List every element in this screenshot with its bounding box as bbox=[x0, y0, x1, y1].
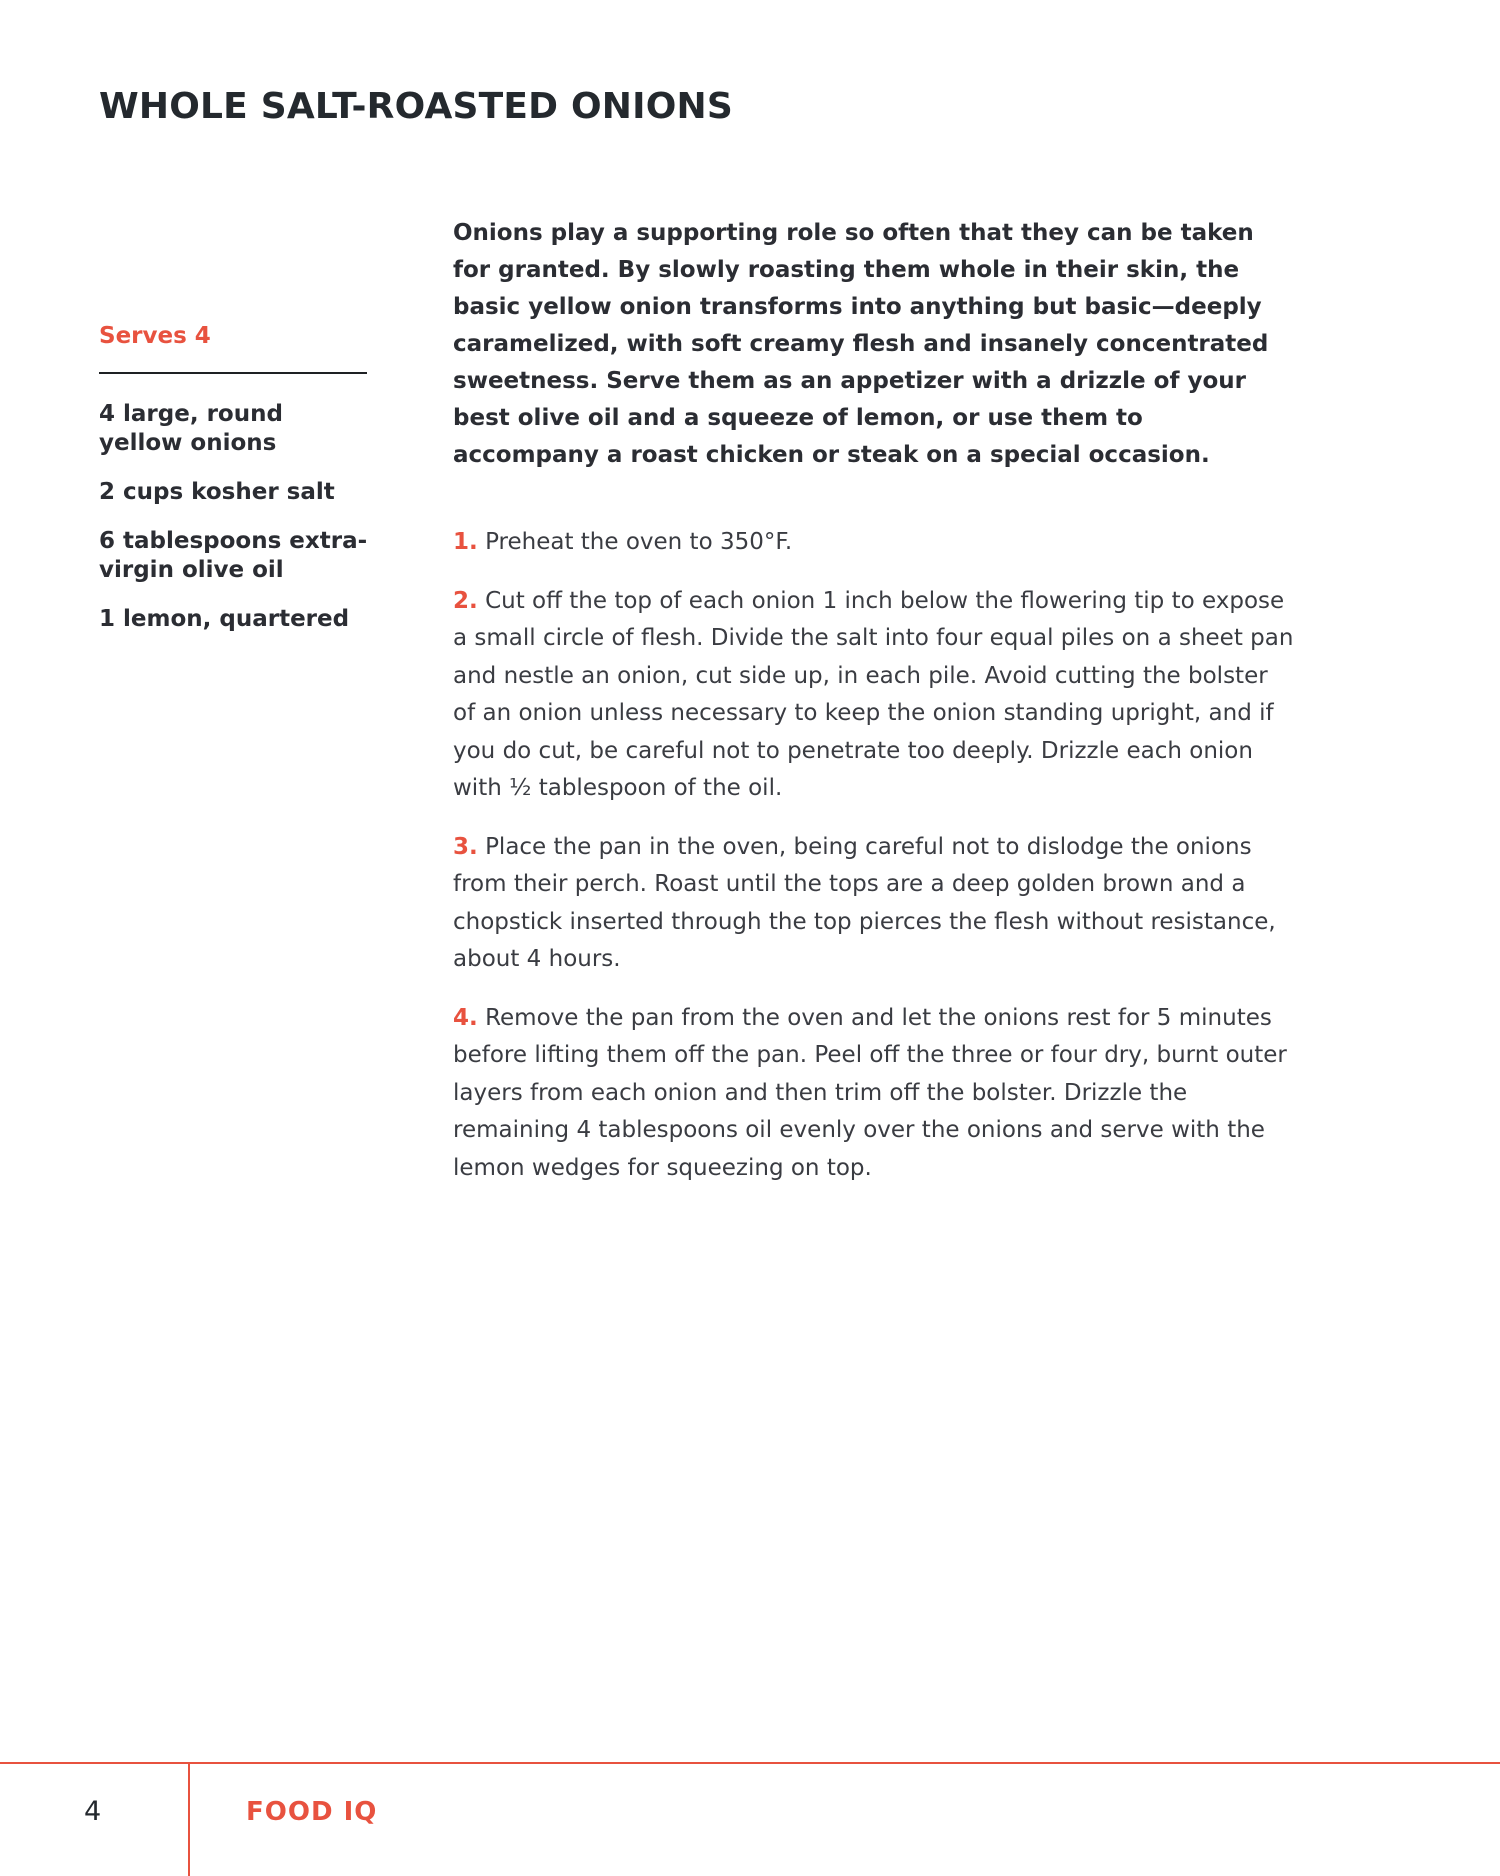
ingredient-list bbox=[99, 400, 369, 634]
step-text: Preheat the oven to 350°F. bbox=[485, 529, 793, 555]
recipe-title: WHOLE SALT-ROASTED ONIONS bbox=[99, 86, 733, 127]
ingredients-sidebar bbox=[99, 318, 369, 654]
footer-rule bbox=[0, 1762, 1500, 1764]
footer-divider bbox=[188, 1762, 190, 1876]
step-number: 2. bbox=[453, 587, 478, 614]
recipe-intro: Onions play a supporting role so often that they can be taken for granted. By slowly roasting them whole in their skin, the basic yellow onion transforms into anything but basic—deeply caramelized, with soft creamy flesh and insanely concentrated sweetness. Serve them as an appetizer with a drizzle of your best olive oil and a squeeze of lemon, or use them to accompany a roast chicken or steak on a special occasion. bbox=[453, 220, 1269, 468]
page-number: 4 bbox=[84, 1796, 102, 1827]
method-step bbox=[453, 1000, 1295, 1188]
ingredient-item: 4 large, round yellow onions bbox=[99, 401, 283, 456]
sidebar-divider bbox=[99, 372, 367, 374]
method-steps bbox=[453, 524, 1295, 1187]
serves-label: Serves 4 bbox=[99, 323, 211, 349]
step-text: Cut off the top of each onion 1 inch below the flowering tip to expose a small circle of flesh. Divide the salt into four equal piles on a sheet pan and nestle an onion, cut side up, in each pile. Avoid cutting the bolster of an onion unless necessary to keep the onion standing upright, and if you do cut, be careful not to penetrate too deeply. Drizzle each onion with ½ tablespoon of the oil. bbox=[453, 587, 1294, 801]
step-number: 3. bbox=[453, 833, 478, 860]
running-footer-title: FOOD IQ bbox=[246, 1797, 378, 1827]
ingredient-item: 1 lemon, quartered bbox=[99, 606, 350, 632]
step-number: 4. bbox=[453, 1004, 478, 1031]
ingredient-item: 2 cups kosher salt bbox=[99, 479, 335, 505]
method-step bbox=[453, 829, 1295, 979]
step-text: Remove the pan from the oven and let the onions rest for 5 minutes before lifting them off the pan. Peel off the three or four dry, burnt outer layers from each onion and then trim off the bolster. Drizzle the remaining 4 tablespoons oil evenly over the onions and serve with the lemon wedges for squeezing on top. bbox=[453, 1004, 1287, 1181]
method-step bbox=[453, 524, 1295, 562]
recipe-body bbox=[453, 215, 1295, 1208]
step-text: Place the pan in the oven, being careful not to dislodge the onions from their perch. Roast until the tops are a deep golden brown and a chopstick inserted through the top pierces the flesh without resistance, about 4 hours. bbox=[453, 833, 1276, 972]
method-step bbox=[453, 583, 1295, 808]
ingredient-item: 6 tablespoons extra-virgin olive oil bbox=[99, 528, 368, 583]
step-number: 1. bbox=[453, 529, 478, 555]
